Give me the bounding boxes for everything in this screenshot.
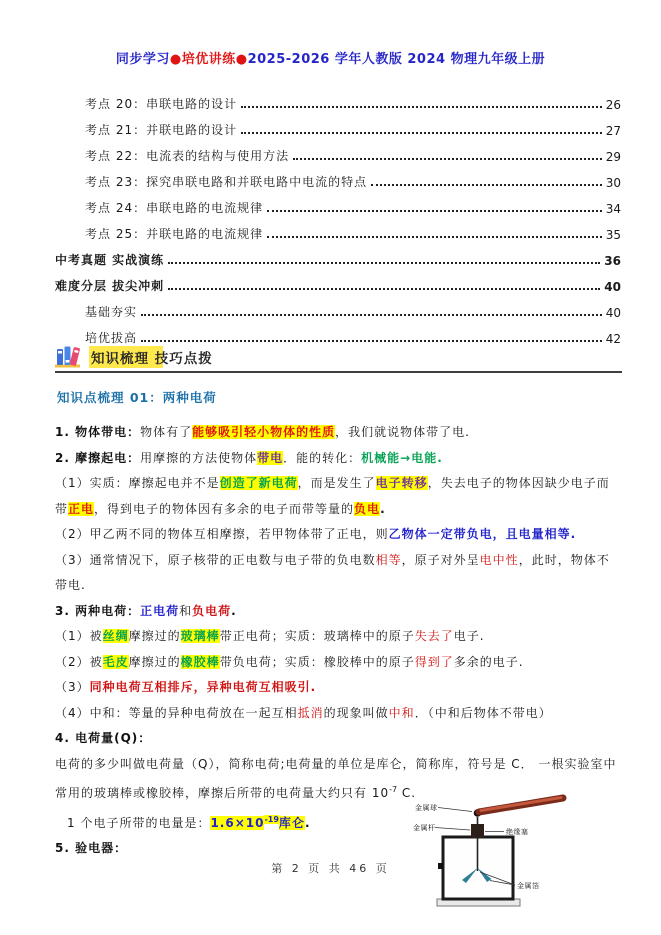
toc-entry-label: 中考真题 实战演练 xyxy=(55,253,165,267)
label-stopper: 绝缘塞 xyxy=(506,828,529,836)
toc-entry[interactable] xyxy=(55,138,621,164)
label-metal-rod: 金属杆 xyxy=(413,824,436,832)
table-of-contents xyxy=(55,86,621,346)
toc-page-number: 40 xyxy=(605,306,621,320)
paragraph-electroscope-heading: 5. 验电器： xyxy=(55,841,128,855)
paragraph-object-charged: 1. 物体带电：物体有了能够吸引轻小物体的性质，我们就说物体带了电. xyxy=(55,425,470,439)
dot-leader xyxy=(141,340,602,342)
dot-leader xyxy=(241,106,602,108)
paragraph-two-objects-rubbing: （2）甲乙两不同的物体互相摩擦，若甲物体带了正电，则乙物体一定带负电，且电量相等. xyxy=(55,527,577,541)
toc-page-number: 27 xyxy=(605,124,621,138)
charged-rod-highlight xyxy=(481,798,561,811)
header-title-part3: 2025-2026 学年人教版 2024 物理九年级上册 xyxy=(247,52,546,67)
toc-page-number: 30 xyxy=(605,176,621,190)
dot-leader xyxy=(241,132,602,134)
paragraph-neutral-atom: （3）通常情况下，原子核带的正电数与电子带的负电数相等，原子对外呈电中性，此时，物体不带电. xyxy=(55,552,610,592)
toc-page-number: 40 xyxy=(604,280,621,294)
paragraph-charge-quantity-heading: 4. 电荷量(Q)： xyxy=(55,731,152,745)
toc-entry[interactable] xyxy=(55,190,621,216)
toc-page-number: 26 xyxy=(605,98,621,112)
toc-entry-label: 基础夯实 xyxy=(85,305,138,319)
toc-entry[interactable] xyxy=(55,86,621,112)
toc-entry-label: 培优拔高 xyxy=(85,331,138,345)
toc-page-number: 35 xyxy=(605,228,621,242)
paragraph-neutralization: （4）中和：等量的异种电荷放在一起互相抵消的现象叫做中和．（中和后物体不带电） xyxy=(55,705,552,720)
section-banner xyxy=(55,344,622,373)
paragraph-friction-essence: （1）实质：摩擦起电并不是创造了新电荷，而是发生了电子转移，失去电子的物体因缺少电子而带正电，得到电子的物体因有多余的电子而带等量的负电. xyxy=(55,476,610,516)
label-metal-foil: 金属箔 xyxy=(517,882,540,890)
page-footer: 第 2 页 共 46 页 xyxy=(271,862,390,875)
paragraph-friction-charging: 2. 摩擦起电：用摩擦的方法使物体带电．能的转化：机械能→电能. xyxy=(55,450,443,465)
document-header xyxy=(0,48,661,67)
paragraph-charge-interaction-rule: （3）同种电荷互相排斥，异种电荷互相吸引. xyxy=(55,680,317,694)
toc-entry-label: 难度分层 拔尖冲刺 xyxy=(55,279,165,293)
paragraph-rubber-rod: （2）被毛皮摩擦过的橡胶棒带负电荷；实质：橡胶棒中的原子得到了多余的电子. xyxy=(55,654,524,669)
dot-leader xyxy=(267,210,602,212)
paragraph-charge-quantity-definition: 电荷的多少叫做电荷量（Q），简称电荷;电荷量的单位是库仑，简称库，符号是 C． 一根实验室中常用的玻璃棒或橡胶棒，摩擦后所带的电荷量大约只有 $10^{-7}$ C. xyxy=(55,756,617,800)
electroscope-diagram xyxy=(413,793,568,915)
toc-entry-label: 考点 23：探究串联电路和并联电路中电流的特点 xyxy=(85,175,368,189)
dot-leader xyxy=(293,158,602,160)
toc-page-number: 34 xyxy=(605,202,621,216)
dot-leader xyxy=(371,184,602,186)
books-icon xyxy=(55,344,82,368)
dot-leader xyxy=(168,288,600,290)
paragraph-glass-rod: （1）被丝绸摩擦过的玻璃棒带正电荷；实质：玻璃棒中的原子失去了电子. xyxy=(55,629,485,643)
toc-entry[interactable] xyxy=(55,294,621,320)
toc-entry[interactable] xyxy=(55,320,621,346)
toc-entry[interactable] xyxy=(55,242,621,268)
toc-entry-label: 考点 21：并联电路的设计 xyxy=(85,123,238,137)
label-metal-ball: 金属球 xyxy=(415,804,438,812)
paragraph-two-kinds-of-charge: 3. 两种电荷：正电荷和负电荷. xyxy=(55,603,237,618)
toc-entry-label: 考点 25：并联电路的电流规律 xyxy=(85,227,264,241)
toc-entry-label: 考点 20：串联电路的设计 xyxy=(85,97,238,111)
paragraph-electron-charge: 1 个电子所带的电量是：$1.6\times 10^{-19}$库仑. xyxy=(67,814,311,830)
section-banner-title: 知识梳理 技巧点拨 xyxy=(89,346,217,368)
dot-leader xyxy=(267,236,602,238)
toc-entry-label: 考点 22：电流表的结构与使用方法 xyxy=(85,149,290,163)
dot-leader xyxy=(141,314,602,316)
knowledge-point-title: 知识点梳理 01：两种电荷 xyxy=(57,390,217,405)
header-title-part2: ●培优讲练● xyxy=(169,52,248,67)
toc-entry[interactable] xyxy=(55,216,621,242)
toc-page-number: 36 xyxy=(604,254,621,268)
dot-leader xyxy=(168,262,600,264)
toc-entry[interactable] xyxy=(55,164,621,190)
toc-entry[interactable] xyxy=(55,112,621,138)
toc-page-number: 42 xyxy=(605,332,621,346)
toc-entry-label: 考点 24：串联电路的电流规律 xyxy=(85,201,264,215)
header-title-part1: 同步学习 xyxy=(115,52,170,67)
toc-entry[interactable] xyxy=(55,268,621,294)
toc-page-number: 29 xyxy=(605,150,621,164)
